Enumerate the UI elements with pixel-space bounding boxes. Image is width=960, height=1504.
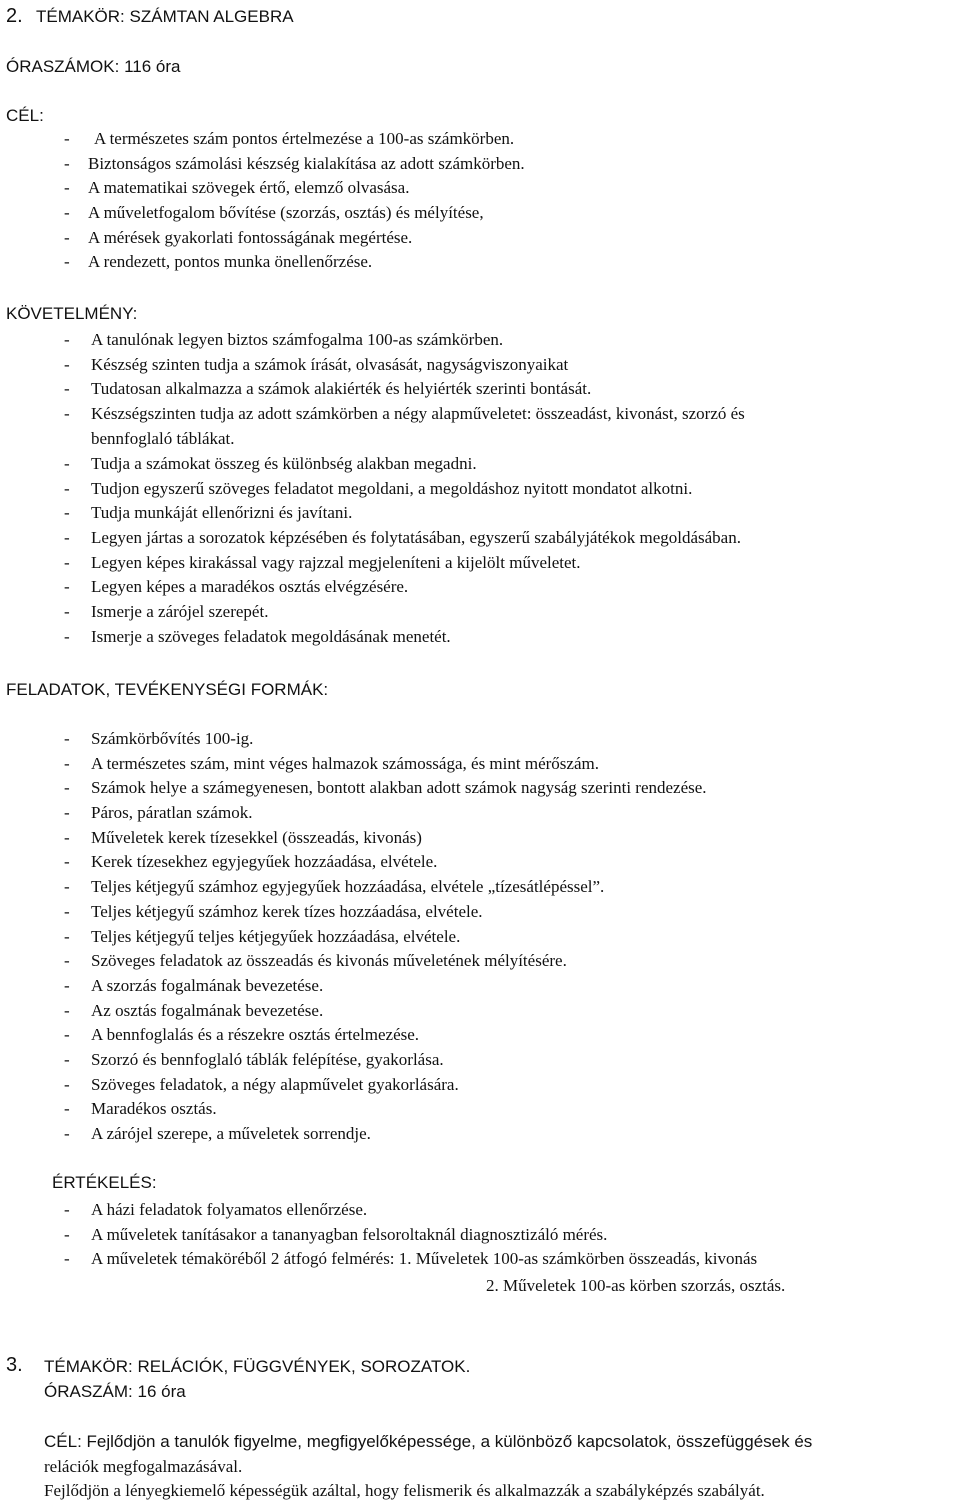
list-item: - xyxy=(64,503,70,522)
list-item-text: Legyen jártas a sorozatok képzésében és folytatásában, egyszerű szabályjátékok megoldásában. xyxy=(91,528,741,547)
list-item: - xyxy=(64,552,70,572)
list-item: - xyxy=(64,453,70,473)
list-item: - xyxy=(64,577,70,596)
list-item-text: Legyen képes a maradékos osztás elvégzésére. xyxy=(91,577,409,596)
list-item-text: Készségszinten tudja az adott számkörben a négy alapműveletet: összeadást, kivonást, szorzó és xyxy=(91,404,745,423)
requirements-heading: KÖVETELMÉNY: xyxy=(6,304,138,323)
hours-line: ÓRASZÁMOK: 116 óra xyxy=(6,57,181,76)
hours-line: ÓRASZÁM: 16 óra xyxy=(44,1382,186,1401)
list-item: - xyxy=(64,379,70,398)
goal-paragraph-line: CÉL: Fejlődjön a tanulók figyelme, megfigyelőképessége, a különböző kapcsolatok, összefüggések és xyxy=(44,1432,813,1451)
list-item-text: Tudatosan alkalmazza a számok alakiérték és helyiérték szerinti bontását. xyxy=(91,379,592,398)
list-item-text: Ismerje a zárójel szerepét. xyxy=(91,602,269,621)
section-title: TÉMAKÖR: RELÁCIÓK, FÜGGVÉNYEK, SOROZATOK. xyxy=(44,1357,471,1376)
goal-paragraph-line: Fejlődjön a lényegkiemelő képességük azáltal, hogy felismerik és alkalmazzák a szabályképzés szabályát. xyxy=(44,1481,765,1500)
list-item-text: Készség szinten tudja a számok írását, olvasását, nagyságviszonyaikat xyxy=(91,354,569,374)
list-item-text: A tanulónak legyen biztos számfogalma 100-as számkörben. xyxy=(91,330,504,349)
list-item: - xyxy=(64,602,70,621)
goal-paragraph-line: relációk megfogalmazásával. xyxy=(44,1457,243,1476)
list-item: - xyxy=(64,354,70,374)
section-title: TÉMAKÖR: SZÁMTAN ALGEBRA xyxy=(36,7,294,26)
list-item-text: Tudja munkáját ellenőrizni és javítani. xyxy=(91,503,353,522)
evaluation-heading: ÉRTÉKELÉS: xyxy=(52,1173,157,1192)
list-item-text: Ismerje a szöveges feladatok megoldásának menetét. xyxy=(91,627,451,646)
list-item-text: bennfoglaló táblákat. xyxy=(91,428,235,448)
list-item-text: Tudja a számokat összeg és különbség alakban megadni. xyxy=(91,453,477,473)
list-item: - xyxy=(64,528,70,547)
list-item: - xyxy=(64,330,70,349)
list-item: - xyxy=(64,404,70,423)
evaluation-continuation: 2. Műveletek 100-as körben szorzás, osztás. xyxy=(486,1276,786,1295)
tasks-heading: FELADATOK, TEVÉKENYSÉGI FORMÁK: xyxy=(6,680,329,699)
list-item: - xyxy=(64,478,70,498)
document-page: 2. TÉMAKÖR: SZÁMTAN ALGEBRA ÓRASZÁMOK: 116 óra CÉL: - A természetes szám pontos értelmezése a 100-as számkörben. - Biztonságos számolási készség kialakítása az adott számkörben. - A matematikai szövegek értő, elemző olvasása. - A műveletfogalom bővítése (szorzás, osztás) és mélyítése, - A mérések gyakorlati fontosságának megértése. - A rendezett, pontos munka önellenőrzése. KÖVETELMÉNY: - A tanulónak legyen biztos számfogalma 100-as számkörben. - Készség szinten tudja a számok írását, olvasását, nagyságviszonyaikat - Tudatosan alkalmazza a számok alakiérték és helyiérték szerinti bontását. - Készségszinten tudja az adott számkörben a négy alapműveletet: összeadást, kivonást, szorzó és bennfoglaló táblákat. - Tudja a számokat összeg és különbség alakban megadni. - Tudjon egyszerű szöveges feladatot megoldani, a megoldáshoz nyitott mondatot alkotni. - Tudja munkáját ellenőrizni és javítani. - Legyen jártas a sorozatok képzésében és folytatásában, egyszerű szabályjátékok megoldásában. - Legyen képes kirakással vagy rajzzal megjeleníteni a kijelölt műveletet. - Legyen képes a maradékos osztás elvégzésére. - Ismerje a zárójel szerepét. - Ismerje a szöveges feladatok megoldásának menetét. FELADATOK, TEVÉKENYSÉGI FORMÁK: - Számkörbővítés 100-ig. - A természetes szám, mint véges halmazok számossága, és mint mérőszám. - Számok helye a számegyenesen, bontott alakban adott számok nagyság szerinti rendezése. - Páros, páratlan számok. - Műveletek kerek tízesekkel (összeadás, kivonás) - Kerek tízesekhez egyjegyűek hozzáadása, elvétele. - Teljes kétjegyű számhoz egyjegyűek hozzáadása, elvétele „tízesátlépéssel”. - Teljes kétjegyű számhoz kerek tízes hozzáadása, elvétele. - Teljes kétjegyű teljes kétjegyűek hozzáadása, elvétele. - Szöveges feladatok az összeadás és kivonás műveletének mélyítésére. - A szorzás fogalmának bevezetése. - Az osztás fogalmának bevezetése. - A bennfoglalás és a részekre osztás értelmezése. - Szorzó és bennfoglaló táblák felépítése, gyakorlása. - Szöveges feladatok, a négy alapművelet gyakorlására. - Maradékos osztás. - A zárójel szerepe, a műveletek sorrendje. ÉRTÉKELÉS: - A házi feladatok folyamatos ellenőrzése. - A műveletek tanításakor a tananyagban felsoroltaknál diagnosztizáló mérés. - A műveletek témaköréből 2 átfogó felmérés: 1. Műveletek 100-as számkörben összeadás, kivonás 2. Műveletek 100-as körben szorzás, osztás. 3. TÉMAKÖR: RELÁCIÓK, FÜGGVÉNYEK, SOROZATOK. ÓRASZÁM: 16 óra CÉL: Fejlődjön a tanulók figyelme, megfigyelőképessége, a különböző kapcsolatok, összefüggések és relációk megfogalmazásával. Fejlődjön a lényegkiemelő képességük azáltal, hogy felismerik és alkalmazzák a szabályképzés szabályát. xyxy=(6,5,813,1500)
list-item-text: Legyen képes kirakással vagy rajzzal megjeleníteni a kijelölt műveletet. xyxy=(91,552,581,572)
list-item: - xyxy=(64,627,70,646)
goal-heading: CÉL: xyxy=(6,106,44,125)
section-number: 3. xyxy=(6,1354,23,1376)
section-number: 2. xyxy=(6,5,23,27)
list-item-text: Tudjon egyszerű szöveges feladatot megoldani, a megoldáshoz nyitott mondatot alkotni. xyxy=(91,478,693,498)
